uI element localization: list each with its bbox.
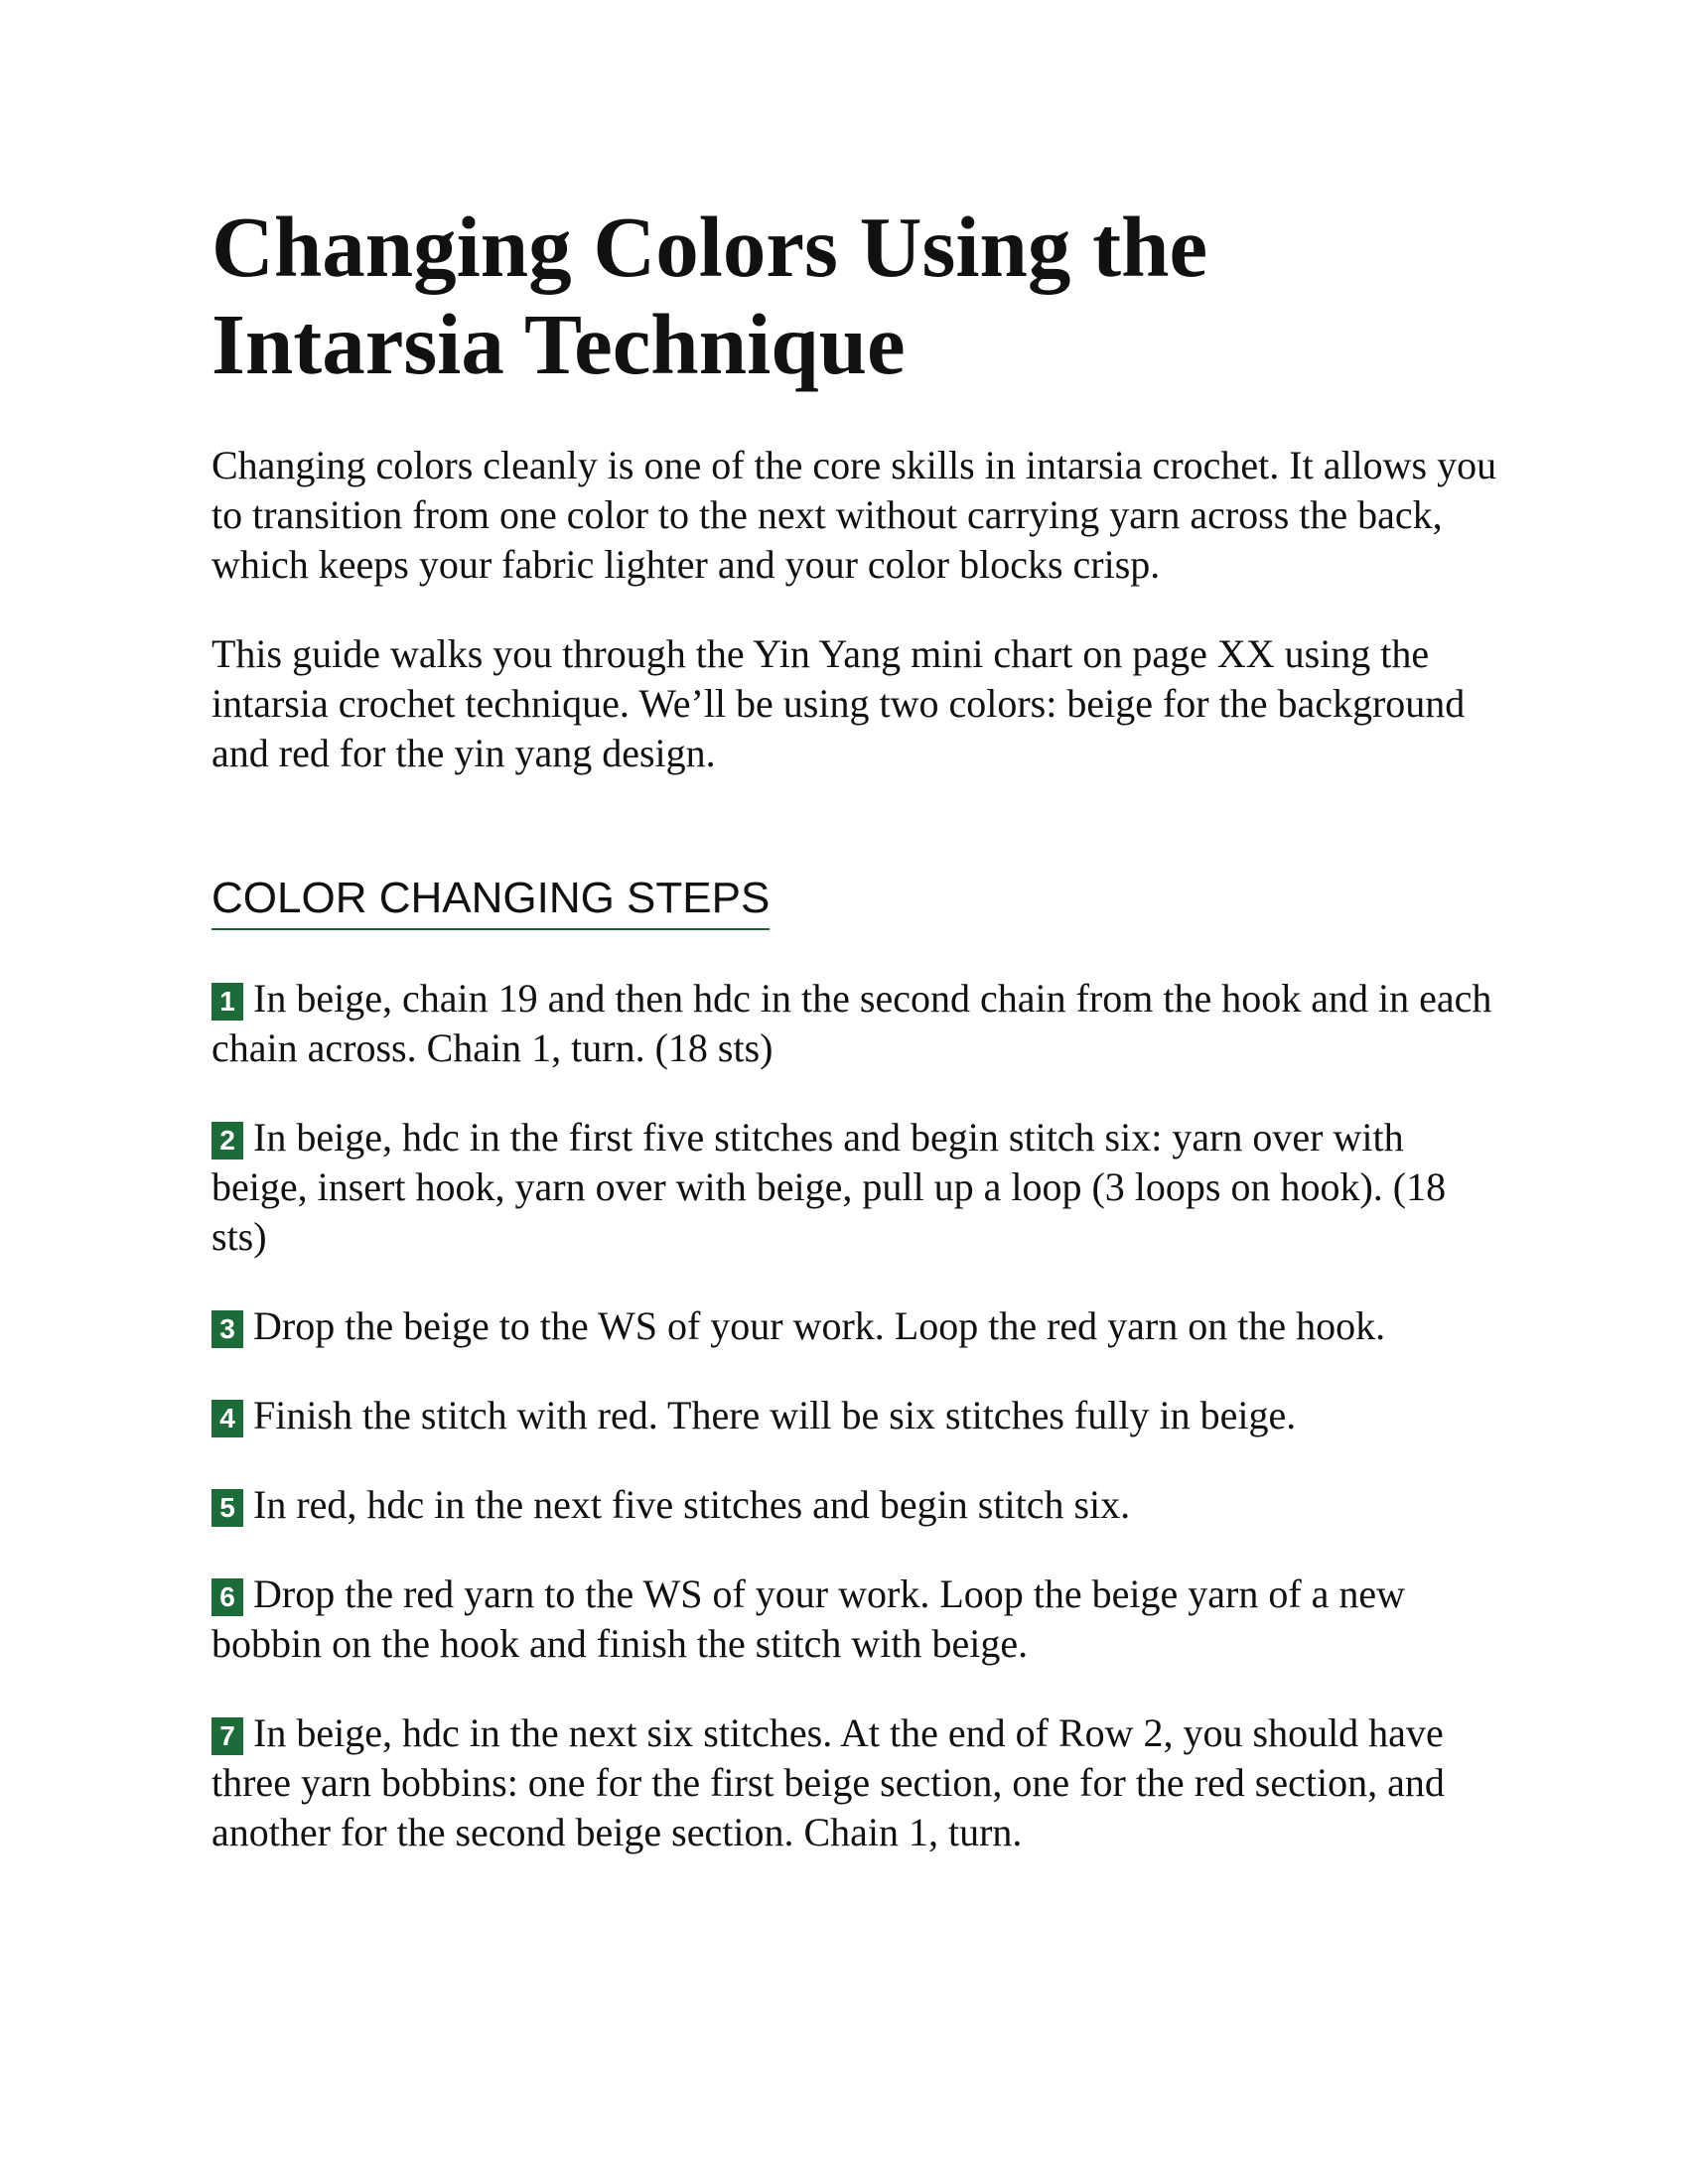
step-number-badge: 5	[211, 1489, 243, 1527]
step-item-7	[211, 1708, 1502, 1857]
step-item-3	[211, 1301, 1502, 1351]
section-heading: COLOR CHANGING STEPS	[211, 873, 770, 930]
step-text: In beige, hdc in the next six stitches. At the end of Row 2, you should have three yarn bobbins: one for the first beige section, one for the red section, and another for the second beige section. Chain 1, turn.	[211, 1710, 1445, 1854]
steps-list	[211, 974, 1502, 1857]
step-item-2	[211, 1113, 1502, 1262]
step-number-badge: 1	[211, 983, 243, 1021]
step-text: Finish the stitch with red. There will be six stitches fully in beige.	[253, 1393, 1297, 1437]
step-item-5	[211, 1480, 1502, 1530]
step-number-badge: 4	[211, 1400, 243, 1437]
step-number-badge: 6	[211, 1578, 243, 1616]
step-text: In beige, hdc in the first five stitches and begin stitch six: yarn over with beige, insert hook, yarn over with beige, pull up a loop (3 loops on hook). (18 sts)	[211, 1115, 1447, 1259]
step-item-6	[211, 1570, 1502, 1669]
intro-paragraph-1: Changing colors cleanly is one of the core skills in intarsia crochet. It allows you to transition from one color to the next without carrying yarn across the back, which keeps your fabric lighter and your color blocks crisp.	[211, 443, 1497, 587]
step-number-badge: 7	[211, 1717, 243, 1755]
step-item-4	[211, 1391, 1502, 1440]
step-text: Drop the red yarn to the WS of your work. Loop the beige yarn of a new bobbin on the hook and finish the stitch with beige.	[211, 1571, 1406, 1666]
step-text: In red, hdc in the next five stitches and begin stitch six.	[253, 1482, 1131, 1527]
step-number-badge: 2	[211, 1122, 243, 1160]
step-number-badge: 3	[211, 1310, 243, 1348]
step-text: Drop the beige to the WS of your work. Loop the red yarn on the hook.	[253, 1303, 1386, 1348]
page-title: Changing Colors Using the Intarsia Technique	[211, 199, 1208, 392]
intro-paragraph-2: This guide walks you through the Yin Yang mini chart on page XX using the intarsia crochet technique. We’ll be using two colors: beige for the background and red for the yin yang design.	[211, 631, 1466, 775]
step-text: In beige, chain 19 and then hdc in the second chain from the hook and in each chain across. Chain 1, turn. (18 sts)	[211, 976, 1492, 1070]
document-page	[211, 199, 1502, 1897]
step-item-1	[211, 974, 1502, 1073]
